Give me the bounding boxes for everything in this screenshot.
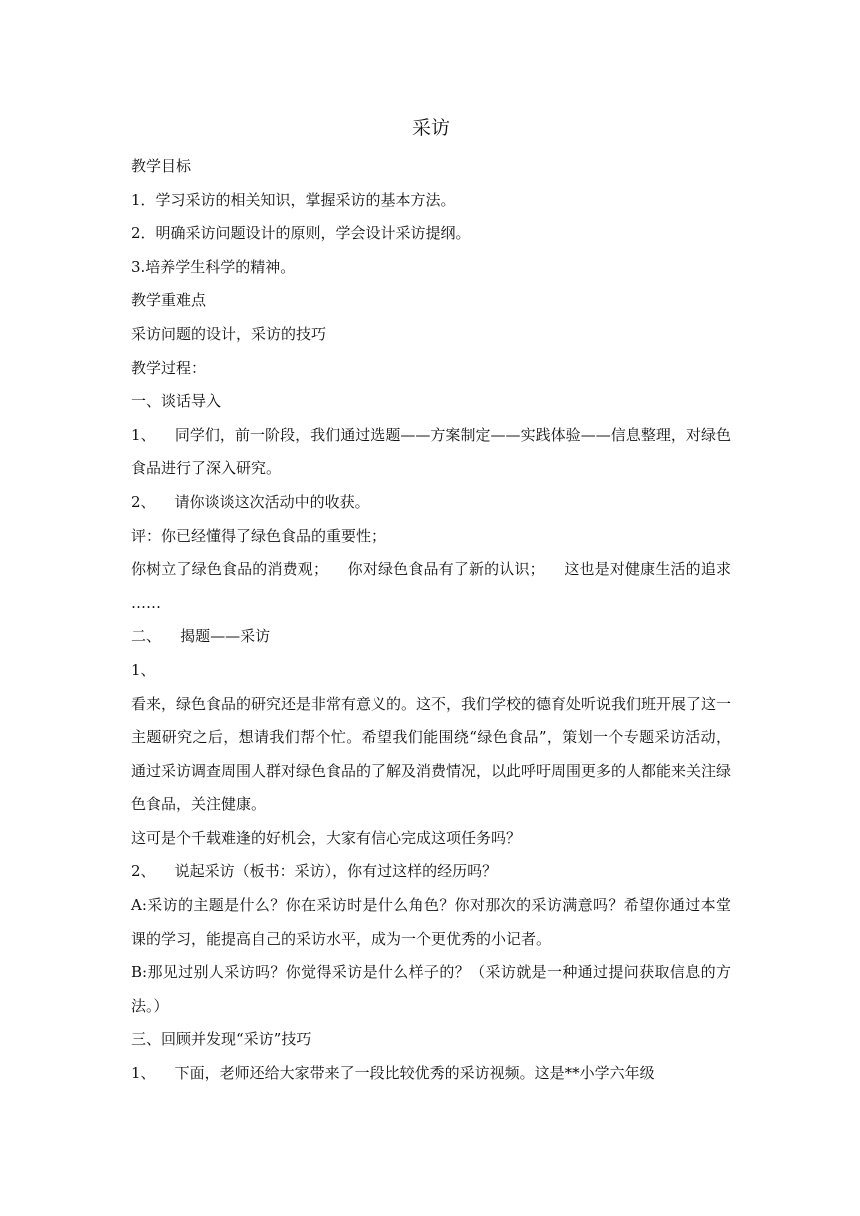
paragraph-2-a: A:采访的主题是什么？你在采访时是什么角色？你对那次的采访满意吗？希望你通过本堂课的学习，能提高自己的采访水平，成为一个更优秀的小记者。: [131, 896, 731, 948]
document-title: 采访: [411, 117, 450, 139]
paragraph-3-1: 1、 下面，老师还给大家带来了一段比较优秀的采访视频。这是**小学六年级: [131, 1064, 655, 1083]
section-heading-1: 一、谈话导入: [131, 392, 222, 411]
paragraph-1-1: 1、 同学们，前一阶段，我们通过选题——方案制定——实践体验——信息整理，对绿色食品进行了深入研究。: [131, 425, 731, 478]
key-points-text: 采访问题的设计，采访的技巧: [131, 324, 327, 343]
paragraph-1-2: 2、 请你谈谈这次活动中的收获。: [131, 492, 370, 511]
goal-item-1: 1．学习采访的相关知识，掌握采访的基本方法。: [131, 190, 456, 209]
comment-line: 评：你已经懂得了绿色食品的重要性；: [131, 526, 387, 545]
heading-teaching-goals: 教学目标: [131, 157, 192, 175]
item-2-1-label: 1、: [131, 660, 156, 679]
section-heading-3: 三、回顾并发现“采访”技巧: [131, 1030, 312, 1049]
heading-key-difficult-points: 教学重难点: [131, 291, 207, 310]
goal-item-3: 3.培养学生科学的精神。: [131, 257, 296, 276]
heading-teaching-process: 教学过程：: [131, 358, 207, 377]
goal-item-2: 2．明确采访问题设计的原则，学会设计采访提纲。: [131, 224, 471, 243]
paragraph-2-2: 2、 说起采访（板书：采访），你有过这样的经历吗？: [131, 862, 498, 881]
document-body: [131, 112, 741, 1091]
paragraph-2-1: 看来，绿色食品的研究还是非常有意义的。这不，我们学校的德育处听说我们班开展了这一主题研究之后，想请我们帮个忙。希望我们能围绕“绿色食品”，策划一个专题采访活动，通过采访调查周围人群对绿色食品的了解及消费情况，以此呼吁周围更多的人都能来关注绿色食品，关注健康。: [131, 694, 732, 814]
paragraph-2-b: B:那见过别人采访吗？你觉得采访是什么样子的？（采访就是一种通过提问获取信息的方法。）: [131, 963, 731, 1015]
section-heading-2: 二、 揭题——采访: [131, 627, 271, 646]
paragraph-2-1b: 这可是个千载难逢的好机会，大家有信心完成这项任务吗？: [131, 828, 522, 847]
comment-detail: 你树立了绿色食品的消费观； 你对绿色食品有了新的认识； 这也是对健康生活的追求 ……: [131, 560, 741, 612]
